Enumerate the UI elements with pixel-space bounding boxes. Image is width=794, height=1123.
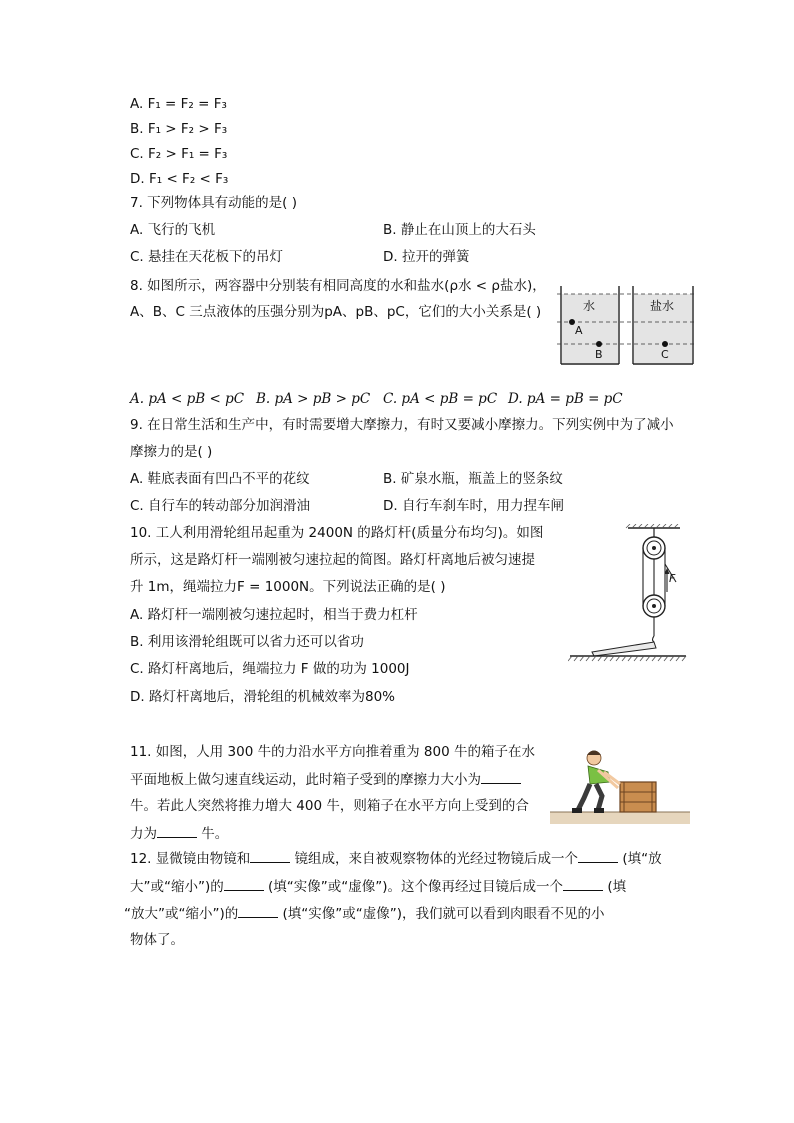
q11-stem-line4 xyxy=(130,823,228,844)
q12-answer-blank-4[interactable] xyxy=(563,876,603,891)
q7-option-d: D. 拉开的弹簧 xyxy=(383,249,470,265)
q10-pulley-figure xyxy=(568,524,690,664)
q11-line4-text: 力为 xyxy=(130,826,157,842)
q10-option-a: A. 路灯杆一端刚被匀速拉起时，相当于费力杠杆 xyxy=(130,607,418,623)
q9-option-d: D. 自行车刹车时，用力捏车闸 xyxy=(383,498,564,514)
q10-stem-line3: 升 1m，绳端拉力F = 1000N。下列说法正确的是( ) xyxy=(130,579,446,595)
q9-option-b: B. 矿泉水瓶，瓶盖上的竖条纹 xyxy=(383,471,563,487)
q8-stem-line1: 8. 如图所示，两容器中分别装有相同高度的水和盐水(ρ水 < ρ盐水)， xyxy=(130,278,546,294)
q8-label-water: 水 xyxy=(583,299,596,313)
q8-point-b xyxy=(596,341,602,347)
q12-stem-line3 xyxy=(124,903,605,924)
q12-stem-line1 xyxy=(130,848,662,869)
q10-option-c: C. 路灯杆离地后，绳端拉力 F 做的功为 1000J xyxy=(130,661,410,677)
q12-stem-line4: 物体了。 xyxy=(130,932,184,948)
q11-answer-blank-1[interactable] xyxy=(481,769,521,784)
q12-l2c: (填 xyxy=(603,879,627,895)
q7-option-a: A. 飞行的飞机 xyxy=(130,222,216,238)
q10-stem-line1: 10. 工人利用滑轮组吊起重为 2400N 的路灯杆(质量分布均匀)。如图 xyxy=(130,525,544,541)
q8-point-a-label: A xyxy=(575,324,583,337)
q8-stem-line2: A、B、C 三点液体的压强分别为pA、pB、pC，它们的大小关系是( ) xyxy=(130,304,542,320)
q9-stem-line1: 9. 在日常生活和生产中，有时需要增大摩擦力，有时又要减小摩擦力。下列实例中为了减小 xyxy=(130,417,674,433)
q12-stem-line2 xyxy=(130,876,626,897)
q11-stem-line2 xyxy=(130,769,521,790)
q11-line2-text: 平面地板上做匀速直线运动，此时箱子受到的摩擦力大小为 xyxy=(130,772,481,788)
q8-point-c xyxy=(662,341,668,347)
q8-container-figure xyxy=(557,284,697,370)
q8-label-salt-water: 盐水 xyxy=(650,299,675,313)
q10-stem-line2: 所示，这是路灯杆一端刚被匀速拉起的简图。路灯杆离地后被匀速提 xyxy=(130,552,535,568)
q12-answer-blank-2[interactable] xyxy=(578,848,618,863)
q7-option-c: C. 悬挂在天花板下的吊灯 xyxy=(130,249,284,265)
q12-answer-blank-1[interactable] xyxy=(250,848,290,863)
q7-option-b: B. 静止在山顶上的大石头 xyxy=(383,222,536,238)
q11-person-pushing-box-figure xyxy=(550,742,690,824)
q8-option-d: D. pA = pB = pC xyxy=(508,391,623,407)
prev-option-a: A. F₁ = F₂ = F₃ xyxy=(130,96,227,112)
q12-answer-blank-5[interactable] xyxy=(238,903,278,918)
q9-option-c: C. 自行车的转动部分加润滑油 xyxy=(130,498,311,514)
q7-stem: 7. 下列物体具有动能的是( ) xyxy=(130,195,297,211)
q11-answer-blank-2[interactable] xyxy=(157,823,197,838)
q12-l1b: 镜组成，来自被观察物体的光经过物镜后成一个 xyxy=(290,851,579,867)
q10-force-label: F xyxy=(669,572,676,585)
q8-option-a: A. pA < pB < pC xyxy=(130,391,245,407)
q9-stem-line2: 摩擦力的是( ) xyxy=(130,444,213,460)
q11-line4-end: 牛。 xyxy=(197,826,229,842)
q8-option-c: C. pA < pB = pC xyxy=(383,391,498,407)
q12-l2b: (填“实像”或“虚像”)。这个像再经过目镜后成一个 xyxy=(263,879,564,895)
q8-point-b-label: B xyxy=(595,348,603,361)
prev-option-c: C. F₂ > F₁ = F₃ xyxy=(130,146,228,162)
q11-stem-line1: 11. 如图，人用 300 牛的力沿水平方向推着重为 800 牛的箱子在水 xyxy=(130,744,535,760)
prev-option-b: B. F₁ > F₂ > F₃ xyxy=(130,121,228,137)
q12-l2a: 大”或“缩小”)的 xyxy=(130,879,224,895)
q12-l1c: (填“放 xyxy=(618,851,662,867)
q9-option-a: A. 鞋底表面有凹凸不平的花纹 xyxy=(130,471,310,487)
q10-option-b: B. 利用该滑轮组既可以省力还可以省功 xyxy=(130,634,364,650)
q8-point-c-label: C xyxy=(661,348,669,361)
q8-option-b: B. pA > pB > pC xyxy=(256,391,371,407)
q12-l1a: 12. 显微镜由物镜和 xyxy=(130,851,251,867)
q12-l3a: “放大”或“缩小”)的 xyxy=(124,906,239,922)
q12-l3b: (填“实像”或“虚像”)，我们就可以看到肉眼看不见的小 xyxy=(278,906,605,922)
q11-stem-line3: 牛。若此人突然将推力增大 400 牛，则箱子在水平方向上受到的合 xyxy=(130,798,529,814)
q12-answer-blank-3[interactable] xyxy=(224,876,264,891)
prev-option-d: D. F₁ < F₂ < F₃ xyxy=(130,171,229,187)
q10-option-d: D. 路灯杆离地后，滑轮组的机械效率为80% xyxy=(130,689,395,705)
